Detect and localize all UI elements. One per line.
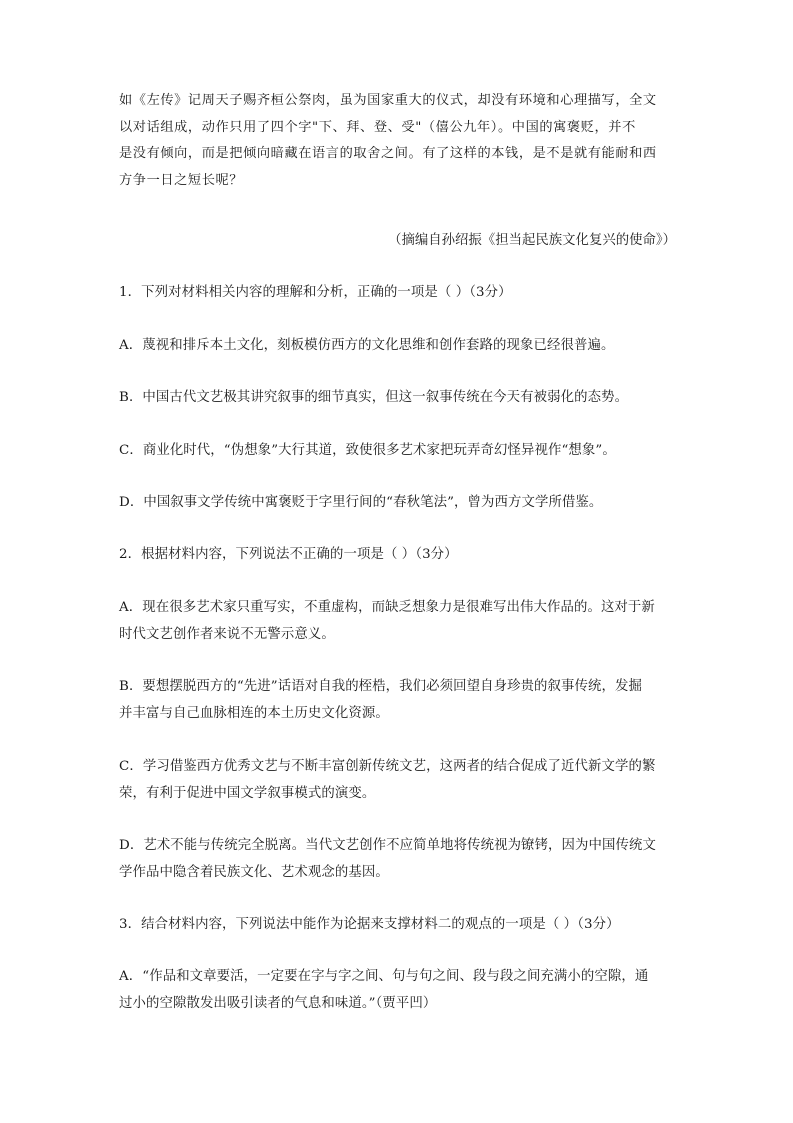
option-line: C．学习借鉴西方优秀文艺与不断丰富创新传统文艺，这两者的结合促成了近代新文学的繁: [119, 759, 656, 774]
question-1-stem: 1．下列对材料相关内容的理解和分析，正确的一项是（ ）（3分）: [119, 285, 512, 300]
option-line: D．艺术不能与传统完全脱离。当代文艺创作不应简单地将传统视为镣铐，因为中国传统文: [119, 838, 656, 853]
passage-line: 以对话组成，动作只用了四个字"下、拜、登、受"（僖公九年）。中国的寓褒贬，并不: [119, 119, 636, 135]
question-1-option-c: C．商业化时代，“伪想象”大行其道，致使很多艺术家把玩弄奇幻怪异视作“想象”。: [119, 443, 616, 458]
question-3-stem: 3．结合材料内容，下列说法中能作为论据来支撑材料二的观点的一项是（ ）（3分）: [119, 917, 620, 932]
passage-line: 如《左传》记周天子赐齐桓公祭肉，虽为国家重大的仪式，却没有环境和心理描写，全文: [119, 93, 657, 108]
question-2-option-a: [119, 595, 675, 648]
option-line: A．“作品和文章要活，一定要在字与字之间、句与句之间、段与段之间充满小的空隙，通: [119, 969, 649, 984]
question-1-option-a: A．蔑视和排斥本土文化，刻板模仿西方的文化思维和创作套路的现象已经很普遍。: [119, 338, 615, 353]
option-line: 荣，有利于促进中国文学叙事模式的演变。: [119, 785, 376, 801]
option-line: B．要想摆脱西方的“先进”话语对自我的桎梏，我们必须回望自身珍贵的叙事传统，发掘: [119, 679, 642, 694]
option-line: 并丰富与自己血脉相连的本土历史文化资源。: [119, 705, 389, 721]
question-3-option-a: [119, 964, 675, 1017]
question-1-option-b: B．中国古代文艺极其讲究叙事的细节真实，但这一叙事传统在今天有被弱化的态势。: [119, 390, 629, 405]
option-line: 学作品中隐含着民族文化、艺术观念的基因。: [119, 864, 389, 880]
option-line: 过小的空隙散发出吸引读者的气息和味道。”（贾平凹）: [119, 995, 437, 1011]
passage-paragraph: [119, 88, 675, 194]
passage-line: 方争一日之短长呢？: [119, 172, 244, 188]
option-line: 时代文艺创作者来说不无警示意义。: [119, 626, 335, 642]
passage-source: （摘编自孙绍振《担当起民族文化复兴的使命》）: [388, 233, 676, 248]
question-2-stem: 2．根据材料内容，下列说法不正确的一项是（ ）（3分）: [119, 547, 458, 562]
option-line: A．现在很多艺术家只重写实，不重虚构，而缺乏想象力是很难写出伟大作品的。这对于新: [119, 600, 655, 615]
question-1-option-d: D．中国叙事文学传统中寓褒贬于字里行间的“春秋笔法”，曾为西方文学所借鉴。: [119, 495, 603, 510]
question-2-option-c: [119, 754, 675, 807]
passage-line: 是没有倾向，而是把倾向暗藏在语言的取舍之间。有了这样的本钱，是不是就有能耐和西: [119, 146, 657, 161]
question-2-option-b: [119, 674, 675, 727]
question-2-option-d: [119, 833, 675, 886]
